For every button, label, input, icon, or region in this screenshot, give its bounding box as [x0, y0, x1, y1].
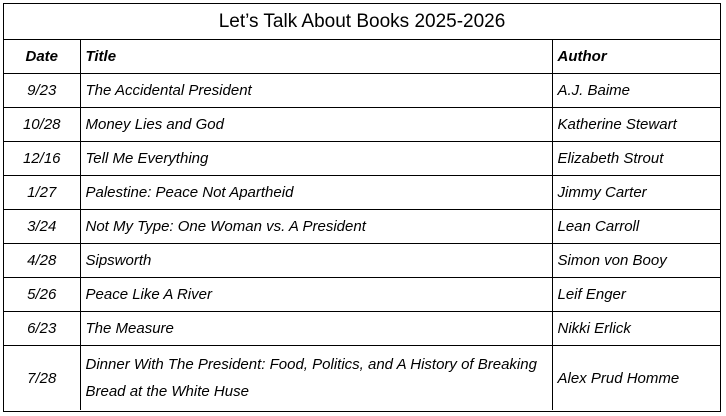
date-cell: 7/28 — [4, 346, 80, 411]
table-row — [4, 278, 720, 312]
document-title: Let’s Talk About Books 2025-2026 — [4, 4, 720, 40]
title-cell: Palestine: Peace Not Apartheid — [80, 176, 552, 210]
date-cell: 12/16 — [4, 142, 80, 176]
header-date: Date — [4, 40, 80, 74]
header-author: Author — [552, 40, 720, 74]
title-cell: The Measure — [80, 312, 552, 346]
author-cell: A.J. Baime — [552, 74, 720, 108]
title-cell: Peace Like A River — [80, 278, 552, 312]
date-cell: 4/28 — [4, 244, 80, 278]
table-row — [4, 176, 720, 210]
date-cell: 3/24 — [4, 210, 80, 244]
book-schedule-table — [4, 40, 720, 410]
author-cell: Elizabeth Strout — [552, 142, 720, 176]
date-cell: 1/27 — [4, 176, 80, 210]
author-cell: Leif Enger — [552, 278, 720, 312]
date-cell: 6/23 — [4, 312, 80, 346]
header-row — [4, 40, 720, 74]
date-cell: 10/28 — [4, 108, 80, 142]
table-row — [4, 244, 720, 278]
title-cell: Dinner With The President: Food, Politics, and A History of Breaking Bread at the White Huse — [80, 346, 552, 411]
table-row — [4, 74, 720, 108]
author-cell: Simon von Booy — [552, 244, 720, 278]
table-row — [4, 312, 720, 346]
title-cell: Sipsworth — [80, 244, 552, 278]
header-title: Title — [80, 40, 552, 74]
author-cell: Jimmy Carter — [552, 176, 720, 210]
title-cell: The Accidental President — [80, 74, 552, 108]
date-cell: 9/23 — [4, 74, 80, 108]
table-row — [4, 210, 720, 244]
table-row — [4, 142, 720, 176]
table-row — [4, 108, 720, 142]
table-row — [4, 346, 720, 411]
author-cell: Lean Carroll — [552, 210, 720, 244]
author-cell: Nikki Erlick — [552, 312, 720, 346]
title-cell: Money Lies and God — [80, 108, 552, 142]
book-list-document — [3, 3, 721, 412]
author-cell: Alex Prud Homme — [557, 369, 680, 387]
title-cell: Not My Type: One Woman vs. A President — [80, 210, 552, 244]
author-cell: Katherine Stewart — [552, 108, 720, 142]
date-cell: 5/26 — [4, 278, 80, 312]
title-cell: Tell Me Everything — [80, 142, 552, 176]
